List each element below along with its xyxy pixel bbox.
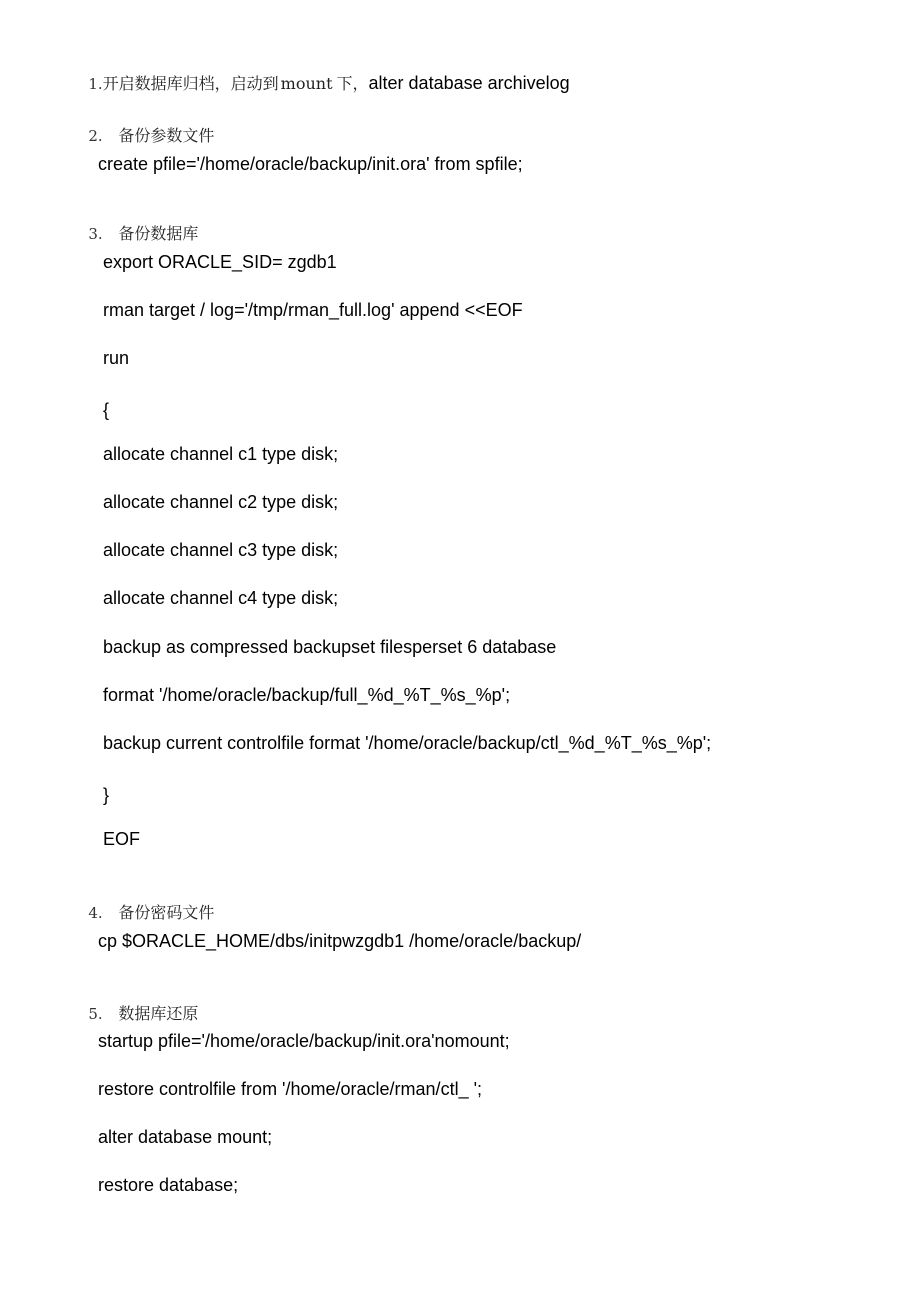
step-2-code-line: create pfile='/home/oracle/backup/init.ora' from spfile; [98,154,523,174]
step-5-code-line: restore controlfile from '/home/oracle/rman/ctl_ '; [98,1079,483,1099]
step-3-code-line: rman target / log='/tmp/rman_full.log' append <<EOF [103,300,523,320]
step-3-code-line: { [103,400,110,420]
step-3-code-line: run [103,348,130,368]
step-3-code-line: allocate channel c2 type disk; [103,492,339,512]
step-3-code-line: allocate channel c4 type disk; [103,588,339,608]
step-5-code-line: alter database mount; [98,1127,273,1147]
step-1-command: alter database archivelog [368,73,570,93]
step-3-code-line: backup as compressed backupset filesperset 6 database [103,637,557,657]
step-3-code-line: } [103,785,110,805]
step-3-code-line: backup current controlfile format '/home/oracle/backup/ctl_%d_%T_%s_%p'; [103,733,712,753]
step-3-code-line: export ORACLE_SID= zgdb1 [103,252,337,272]
step-3-title: 备份数据库 [118,224,199,243]
step-1-text-cn: 开启数据库归档，启动到 [102,74,279,93]
step-5-heading [68,981,199,1023]
step-3-code-line: allocate channel c3 type disk; [103,540,339,560]
step-3-code-line: allocate channel c1 type disk; [103,444,339,464]
step-5-code-line: startup pfile='/home/oracle/backup/init.ora'nomount; [98,1031,510,1051]
step-1-text-cn2: 下， [336,74,369,93]
step-3-number: 3. [88,225,103,243]
step-4-number: 4. [88,904,103,922]
step-4-code-line: cp $ORACLE_HOME/dbs/initpwzgdb1 /home/oracle/backup/ [98,931,582,951]
step-1-text-mount: mount [280,74,333,93]
step-5-title: 数据库还原 [118,1004,199,1023]
step-3-code-line: EOF [103,829,141,849]
step-3-code-line: format '/home/oracle/backup/full_%d_%T_%s_%p'; [103,685,511,705]
step-1-line [68,50,570,93]
step-2-heading [68,103,215,145]
step-4-heading [68,880,215,922]
step-5-number: 5. [88,1005,103,1023]
step-2-title: 备份参数文件 [118,126,215,145]
step-3-heading [68,201,199,243]
step-5-code-line: restore database; [98,1175,239,1195]
step-1-number: 1. [88,75,103,93]
step-4-title: 备份密码文件 [118,903,215,922]
step-2-number: 2. [88,127,103,145]
